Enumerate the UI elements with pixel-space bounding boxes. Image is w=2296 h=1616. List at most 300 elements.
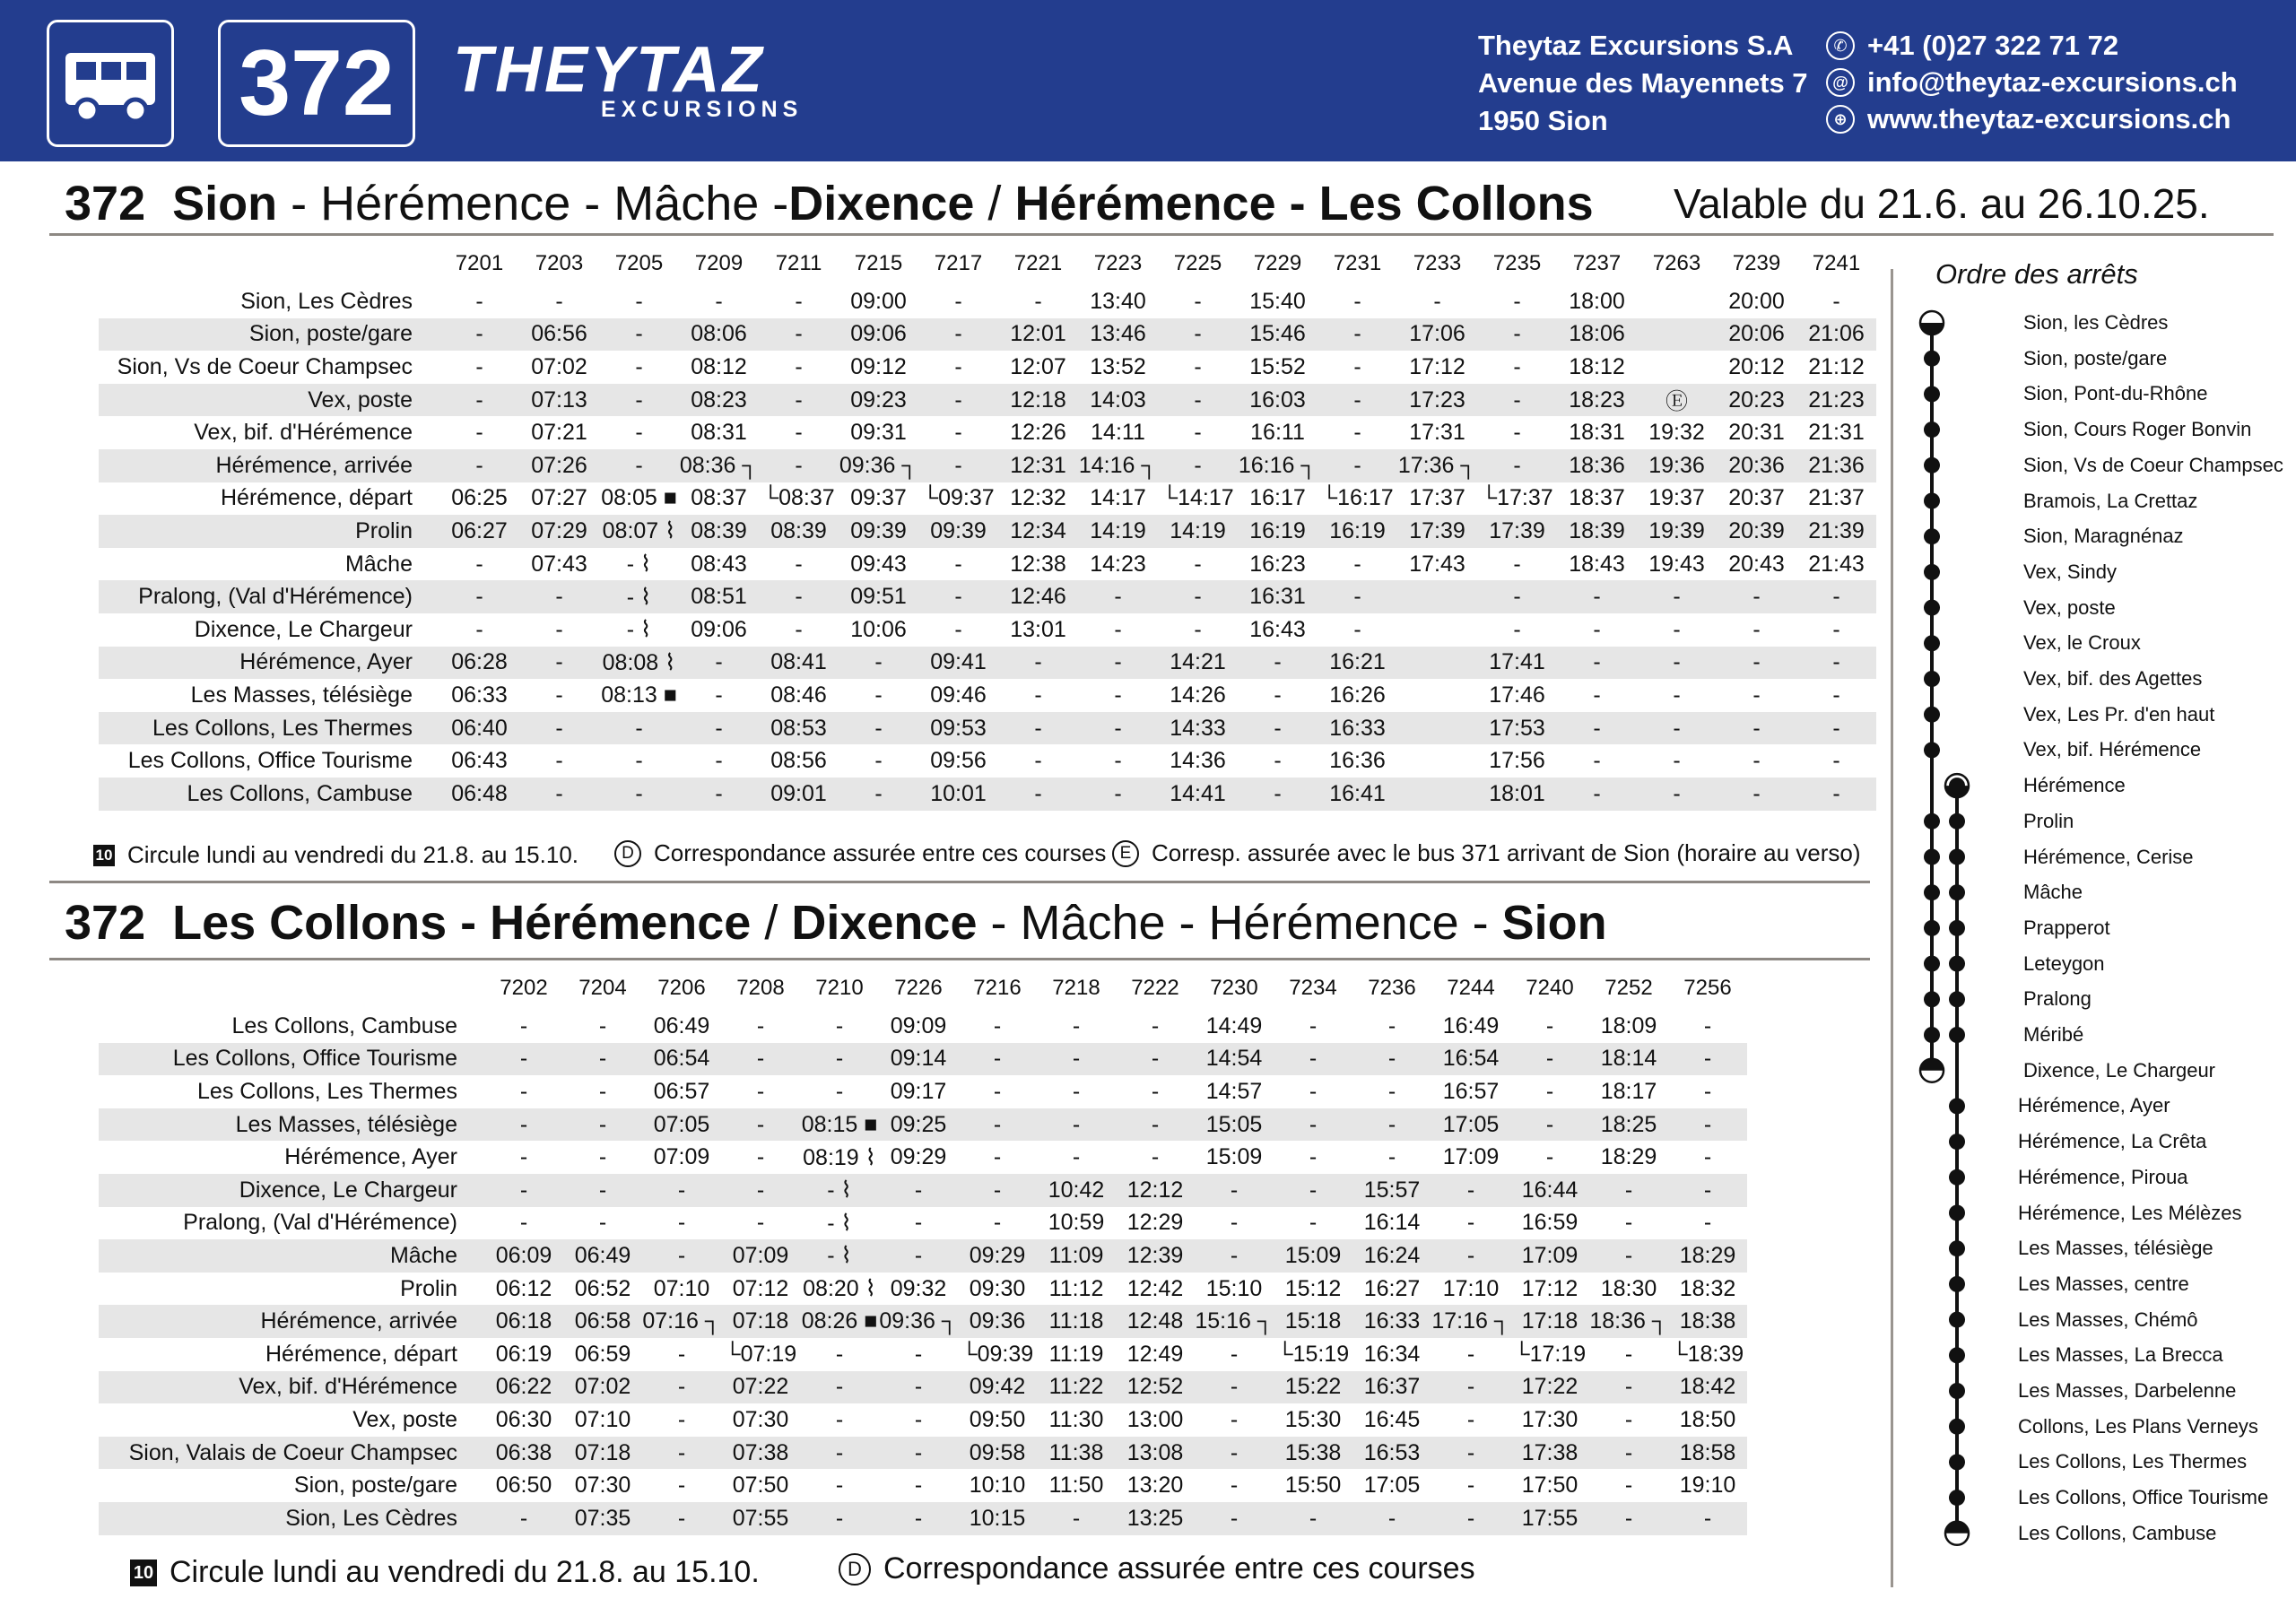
departure-time: 17:06: [1397, 318, 1477, 352]
departure-time: - ⌇: [599, 580, 679, 613]
title-part: /: [751, 896, 792, 950]
departure-time: -: [484, 1108, 563, 1142]
stop-name: Sion, Les Cèdres: [99, 1502, 484, 1535]
departure-time: -: [1037, 1043, 1116, 1076]
stop-order-item: Sion, Cours Roger Bonvin: [2023, 418, 2252, 441]
departure-time: 08:41: [759, 647, 839, 680]
stop-order-item: Bramois, La Crettaz: [2023, 489, 2198, 512]
departure-time: 18:00: [1569, 288, 1625, 314]
departure-time: -: [1230, 1406, 1239, 1432]
stop-name: Vex, bif. d'Hérémence: [194, 420, 413, 446]
departure-time: -: [1717, 712, 1796, 745]
departure-time: -: [519, 778, 599, 811]
stop-order-item: Dixence, Le Chargeur: [2023, 1058, 2216, 1082]
departure-time: -: [1158, 384, 1238, 417]
stop-order-item: Vex, bif. des Agettes: [2023, 667, 2203, 690]
departure-time: -: [598, 1078, 607, 1104]
departure-time: -: [835, 1012, 844, 1038]
departure-time: 06:33: [451, 682, 508, 708]
email-icon: @: [1826, 68, 1855, 97]
stop-name: Dixence, Le Chargeur: [194, 616, 413, 642]
departure-time: -: [835, 1473, 844, 1499]
departure-time: 20:23: [1717, 384, 1796, 417]
departure-time: 18:32: [1679, 1275, 1736, 1301]
departure-time: 17:05: [1363, 1473, 1421, 1499]
departure-time: -: [1557, 778, 1637, 811]
table-row: [99, 285, 1876, 318]
course-number: 7208: [736, 976, 785, 1000]
departure-time: -: [1353, 353, 1361, 379]
departure-time: -: [1034, 748, 1042, 774]
title-part: Hérémence - Les Collons: [1014, 177, 1594, 230]
stop-order-item: Vex, le Croux: [2023, 631, 2141, 655]
departure-time: -: [759, 580, 839, 613]
stop-name: Les Masses, télésiège: [190, 682, 413, 708]
departure-time: └08:37: [762, 485, 835, 511]
departure-time: 07:10: [653, 1275, 710, 1301]
departure-time: 18:37: [1569, 485, 1625, 511]
departure-time: [1637, 285, 1717, 318]
departure-time: -: [1151, 1078, 1160, 1104]
departure-time: -: [879, 1239, 958, 1273]
departure-time: - ⌇: [800, 1239, 879, 1273]
departure-time: -: [1034, 682, 1042, 708]
departure-time: -: [800, 1437, 879, 1470]
departure-time: -: [1513, 353, 1521, 379]
stop-name: Sion, Les Cèdres: [240, 288, 413, 314]
departure-time: 21:43: [1808, 551, 1865, 577]
table-row: [99, 1108, 1747, 1142]
timetable-return: [99, 967, 1747, 1535]
departure-time: -: [1194, 288, 1202, 314]
departure-time: 16:19: [1318, 515, 1397, 548]
departure-time: -: [1717, 580, 1796, 613]
departure-time: 07:18: [721, 1305, 800, 1338]
course-number: 7223: [1093, 251, 1143, 275]
departure-time: 10:59: [1048, 1210, 1105, 1236]
table-row: [99, 384, 1876, 417]
departure-time: 08:56: [770, 748, 827, 774]
departure-time: 17:38: [1510, 1437, 1589, 1470]
departure-time: -: [439, 384, 519, 417]
departure-time: 18:12: [1569, 353, 1625, 379]
departure-time: -: [1353, 420, 1361, 446]
course-number: 7218: [1052, 976, 1100, 1000]
departure-time: -: [1477, 580, 1557, 613]
departure-time: -: [1431, 1437, 1510, 1470]
stop-order-item: Les Masses, Chémô: [2018, 1308, 2198, 1331]
departure-time: 08:39: [759, 515, 839, 548]
departure-time: 09:23: [839, 384, 918, 417]
departure-time: 08:06: [679, 318, 759, 352]
departure-time: -: [1589, 1502, 1668, 1535]
departure-time: -: [635, 748, 643, 774]
departure-time: [1397, 778, 1477, 811]
departure-time: 07:10: [574, 1406, 631, 1432]
departure-time: -: [993, 1078, 1002, 1104]
departure-time: -: [993, 1210, 1002, 1236]
departure-time: 18:25: [1589, 1108, 1668, 1142]
table-row: [99, 1141, 1747, 1174]
departure-time: 09:30: [969, 1275, 1026, 1301]
departure-time: 18:01: [1477, 778, 1557, 811]
table-row: [99, 744, 1876, 778]
departure-time: -: [1673, 616, 1681, 642]
table-row: [99, 1075, 1747, 1108]
departure-time: 07:12: [732, 1275, 789, 1301]
departure-time: 12:01: [998, 318, 1078, 352]
departure-time: 09:43: [850, 551, 907, 577]
departure-time: 17:23: [1397, 384, 1477, 417]
note-monday-friday: [93, 841, 578, 869]
departure-time: -: [800, 1043, 879, 1076]
departure-time: 13:40: [1090, 288, 1146, 314]
departure-time: 07:18: [563, 1437, 642, 1470]
departure-time: -: [954, 551, 962, 577]
departure-time: 08:20 ⌇: [803, 1276, 876, 1302]
stop-name: Vex, poste: [99, 384, 439, 417]
departure-time: 14:19: [1078, 515, 1158, 548]
stop-order-item: Hérémence: [2023, 774, 2126, 797]
departure-time: 12:46: [998, 580, 1078, 613]
departure-time: 11:09: [1037, 1239, 1116, 1273]
departure-time: -: [958, 1174, 1037, 1207]
departure-time: └17:19: [1513, 1341, 1587, 1367]
table-row: [99, 1371, 1747, 1404]
departure-time: 08:13 ■: [601, 682, 677, 708]
departure-time: 12:48: [1116, 1305, 1195, 1338]
departure-time: 18:58: [1668, 1437, 1747, 1470]
departure-time: -: [958, 1108, 1037, 1142]
departure-time: -: [800, 1371, 879, 1404]
departure-time: 15:12: [1284, 1275, 1342, 1301]
table-row: [99, 647, 1876, 680]
departure-time: 16:41: [1318, 778, 1397, 811]
course-number: 7217: [934, 251, 983, 275]
departure-time: 08:39: [679, 515, 759, 548]
departure-time: -: [1545, 1078, 1554, 1104]
departure-time: 17:12: [1521, 1275, 1578, 1301]
course-number: 7206: [657, 976, 706, 1000]
stop-order-item: Sion, Vs de Coeur Champsec: [2023, 453, 2283, 476]
departure-time: 08:37: [691, 485, 747, 511]
departure-time: -: [1078, 712, 1158, 745]
departure-time: 06:25: [451, 485, 508, 511]
departure-time: 08:26 ■: [800, 1305, 879, 1338]
note-d-icon: D: [839, 1553, 871, 1586]
note-10-text: Circule lundi au vendredi du 21.8. au 15.10.: [170, 1555, 760, 1589]
departure-time: 15:30: [1284, 1406, 1342, 1432]
address-line: Theytaz Excursions S.A: [1478, 30, 1794, 61]
web-link[interactable]: www.theytaz-excursions.ch: [1867, 103, 2231, 135]
departure-time: 06:09: [484, 1239, 563, 1273]
departure-time: 16:11: [1250, 420, 1305, 446]
departure-time: 18:23: [1557, 384, 1637, 417]
departure-time: 11:22: [1037, 1371, 1116, 1404]
departure-time: -: [918, 449, 998, 482]
departure-time: 07:50: [732, 1473, 789, 1499]
departure-time: 16:43: [1249, 616, 1306, 642]
departure-time: 09:58: [958, 1437, 1037, 1470]
course-number: 7231: [1333, 251, 1382, 275]
departure-time: 11:38: [1037, 1437, 1116, 1470]
departure-time: -: [1703, 1144, 1712, 1170]
departure-time: 09:37: [850, 485, 907, 511]
departure-time: 07:02: [563, 1371, 642, 1404]
departure-time: 18:43: [1569, 551, 1625, 577]
title-route-number: 372: [65, 896, 146, 950]
departure-time: -: [1230, 1210, 1239, 1236]
departure-time: -: [519, 1210, 528, 1236]
stop-name: Les Collons, Les Thermes: [197, 1078, 457, 1104]
table-row: [99, 1239, 1747, 1273]
departure-time: -: [484, 1043, 563, 1076]
departure-time: -: [954, 616, 962, 642]
departure-time: 21:36: [1796, 449, 1876, 482]
table-row: [99, 548, 1876, 581]
note-correspondance: [614, 839, 1106, 867]
departure-time: -: [1072, 1078, 1081, 1104]
departure-time: -: [563, 1043, 642, 1076]
departure-time: -: [598, 1210, 607, 1236]
departure-time: -: [1624, 1406, 1633, 1432]
departure-time: 21:37: [1808, 485, 1865, 511]
departure-time: 16:44: [1510, 1174, 1589, 1207]
departure-time: -: [1510, 1108, 1589, 1142]
stop-order-item: Sion, poste/gare: [2023, 346, 2168, 369]
table-row: [99, 1338, 1747, 1371]
departure-time: -: [1557, 647, 1637, 680]
departure-time: 09:53: [918, 712, 998, 745]
note-10-icon: 10: [130, 1560, 157, 1586]
departure-time: 17:56: [1489, 748, 1545, 774]
departure-time: -: [879, 1502, 958, 1535]
departure-time: 13:46: [1078, 318, 1158, 352]
header-banner: [0, 0, 2296, 161]
departure-time: -: [1513, 551, 1521, 577]
departure-time: 06:49: [653, 1012, 710, 1038]
departure-time: 06:18: [484, 1305, 563, 1338]
departure-time: 15:38: [1274, 1437, 1352, 1470]
email-link[interactable]: info@theytaz-excursions.ch: [1867, 66, 2238, 98]
departure-time: -: [914, 1406, 923, 1432]
departure-time: -: [914, 1210, 923, 1236]
stop-order-item: Les Masses, télésiège: [2018, 1237, 2213, 1260]
departure-time: -: [555, 682, 563, 708]
course-number: 7202: [500, 976, 548, 1000]
departure-time: 16:54: [1431, 1043, 1510, 1076]
header-spacer: [99, 967, 484, 1010]
title-part: Sion: [1501, 896, 1607, 950]
departure-time: -: [1353, 551, 1361, 577]
departure-time: 18:06: [1557, 318, 1637, 352]
departure-time: -: [679, 647, 759, 680]
departure-time: -: [599, 318, 679, 352]
departure-time: 17:22: [1510, 1371, 1589, 1404]
departure-time: -: [642, 1239, 721, 1273]
departure-time: 08:43: [691, 551, 747, 577]
table-row: [99, 515, 1876, 548]
divider: [49, 233, 2274, 236]
departure-time: -: [1832, 616, 1840, 642]
departure-time: Ⓔ: [1637, 384, 1717, 417]
departure-time: -: [1078, 580, 1158, 613]
departure-time: 08:05 ■: [601, 485, 677, 511]
departure-time: -: [1195, 1437, 1274, 1470]
departure-time: -: [555, 616, 563, 642]
departure-time: 06:52: [574, 1275, 631, 1301]
departure-time: -: [835, 1406, 844, 1432]
departure-time: 09:06: [839, 318, 918, 352]
departure-time: -: [1703, 1078, 1712, 1104]
stop-name: Hérémence, Ayer: [99, 647, 439, 680]
departure-time: -: [1624, 1210, 1633, 1236]
departure-time: 18:31: [1569, 420, 1625, 446]
departure-time: 12:34: [998, 515, 1078, 548]
departure-time: -: [1466, 1406, 1475, 1432]
globe-icon: ⊕: [1826, 105, 1855, 134]
stop-name: Sion, Valais de Coeur Champsec: [99, 1437, 484, 1470]
departure-time: 14:03: [1078, 384, 1158, 417]
company-address: [1478, 27, 1808, 140]
course-number: 7203: [535, 251, 584, 275]
departure-time: -: [756, 1012, 765, 1038]
departure-time: 17:55: [1510, 1502, 1589, 1535]
departure-time: 14:17: [1090, 485, 1146, 511]
departure-time: 09:42: [958, 1371, 1037, 1404]
departure-time: 19:36: [1637, 449, 1717, 482]
departure-time: [1637, 318, 1717, 352]
departure-time: 21:06: [1796, 318, 1876, 352]
table-row: [99, 1273, 1747, 1306]
stop-order-item: Hérémence, La Crêta: [2018, 1130, 2207, 1153]
departure-time: -: [1116, 1043, 1195, 1076]
departure-time: -: [1832, 288, 1840, 314]
departure-time: -: [1230, 1341, 1239, 1367]
departure-time: 07:55: [721, 1502, 800, 1535]
departure-time: -: [1309, 1078, 1318, 1104]
departure-time: -: [1593, 748, 1601, 774]
departure-time: -: [1832, 682, 1840, 708]
departure-time: -: [1195, 1239, 1274, 1273]
departure-time: 17:16 ┐: [1431, 1305, 1510, 1338]
departure-time: 09:32: [890, 1275, 947, 1301]
departure-time: └17:37: [1481, 485, 1553, 511]
departure-time: 16:31: [1238, 580, 1318, 613]
departure-time: -: [1431, 1239, 1510, 1273]
divider: [49, 958, 1870, 960]
departure-time: [1397, 613, 1477, 647]
departure-time: -: [1673, 682, 1681, 708]
departure-time: 08:53: [759, 712, 839, 745]
departure-time: 21:31: [1808, 420, 1865, 446]
departure-time: 16:57: [1442, 1078, 1500, 1104]
departure-time: -: [1072, 1012, 1081, 1038]
departure-time: -: [475, 420, 483, 446]
departure-time: -: [439, 318, 519, 352]
departure-time: 16:21: [1318, 647, 1397, 680]
stop-order-item: Sion, Maragnénaz: [2023, 525, 2184, 548]
course-number: 7205: [614, 251, 664, 275]
departure-time: 16:45: [1363, 1406, 1421, 1432]
departure-time: -: [1078, 647, 1158, 680]
departure-time: -: [635, 353, 643, 379]
departure-time: 09:14: [879, 1043, 958, 1076]
departure-time: -: [1194, 353, 1202, 379]
departure-time: -: [1477, 318, 1557, 352]
table-row: [99, 351, 1876, 384]
departure-time: -: [918, 384, 998, 417]
departure-time: -: [519, 712, 599, 745]
departure-time: -: [1589, 1371, 1668, 1404]
departure-time: -: [1593, 682, 1601, 708]
departure-time: 09:12: [850, 353, 907, 379]
stop-order-item: Vex, Les Pr. d'en haut: [2023, 702, 2215, 725]
departure-time: 08:07 ⌇: [599, 515, 679, 548]
stop-name: Dixence, Le Chargeur: [99, 1174, 484, 1207]
stop-name: Pralong, (Val d'Hérémence): [99, 580, 439, 613]
departure-time: -: [835, 1341, 844, 1367]
departure-time: -: [1387, 1012, 1396, 1038]
departure-time: -: [1466, 1210, 1475, 1236]
departure-time: -: [1230, 1473, 1239, 1499]
departure-time: [1397, 679, 1477, 712]
stop-name: Vex, bif. d'Hérémence: [99, 1371, 484, 1404]
departure-time: 12:12: [1116, 1174, 1195, 1207]
course-number: 7229: [1253, 251, 1302, 275]
departure-time: 16:49: [1442, 1012, 1500, 1038]
departure-time: -: [598, 1012, 607, 1038]
departure-time: -: [721, 1043, 800, 1076]
departure-time: -: [1195, 1371, 1274, 1404]
departure-time: -: [1114, 748, 1122, 774]
table-row: [99, 449, 1876, 482]
departure-time: 07:21: [531, 420, 587, 446]
departure-time: 12:31: [998, 449, 1078, 482]
departure-time: 18:42: [1668, 1371, 1747, 1404]
departure-time: 11:30: [1048, 1406, 1104, 1432]
departure-time: 12:42: [1126, 1275, 1184, 1301]
table-row: [99, 1207, 1747, 1240]
departure-time: 16:37: [1352, 1371, 1431, 1404]
departure-time: 15:16 ┐: [1195, 1305, 1274, 1338]
departure-time: -: [756, 1144, 765, 1170]
departure-time: -: [1274, 748, 1282, 774]
departure-time: 12:38: [1010, 551, 1066, 577]
departure-time: 18:14: [1589, 1043, 1668, 1076]
departure-time: 16:03: [1238, 384, 1318, 417]
course-number: 7236: [1368, 976, 1416, 1000]
course-number: 7252: [1605, 976, 1653, 1000]
departure-time: -: [839, 712, 918, 745]
departure-time: -: [1466, 1473, 1475, 1499]
departure-time: - ⌇: [800, 1174, 879, 1207]
departure-time: -: [1668, 1502, 1747, 1535]
departure-time: 12:07: [1010, 353, 1066, 379]
departure-time: 07:26: [519, 449, 599, 482]
departure-time: 20:12: [1728, 353, 1785, 379]
table-row: [99, 416, 1876, 449]
departure-time: -: [1557, 580, 1637, 613]
departure-time: -: [439, 580, 519, 613]
departure-time: -: [1637, 647, 1717, 680]
table-row: [99, 580, 1876, 613]
departure-time: 07:22: [721, 1371, 800, 1404]
table-row: [99, 1502, 1747, 1535]
departure-time: 17:30: [1521, 1406, 1578, 1432]
departure-time: -: [795, 420, 803, 446]
departure-time: 06:19: [495, 1341, 552, 1367]
